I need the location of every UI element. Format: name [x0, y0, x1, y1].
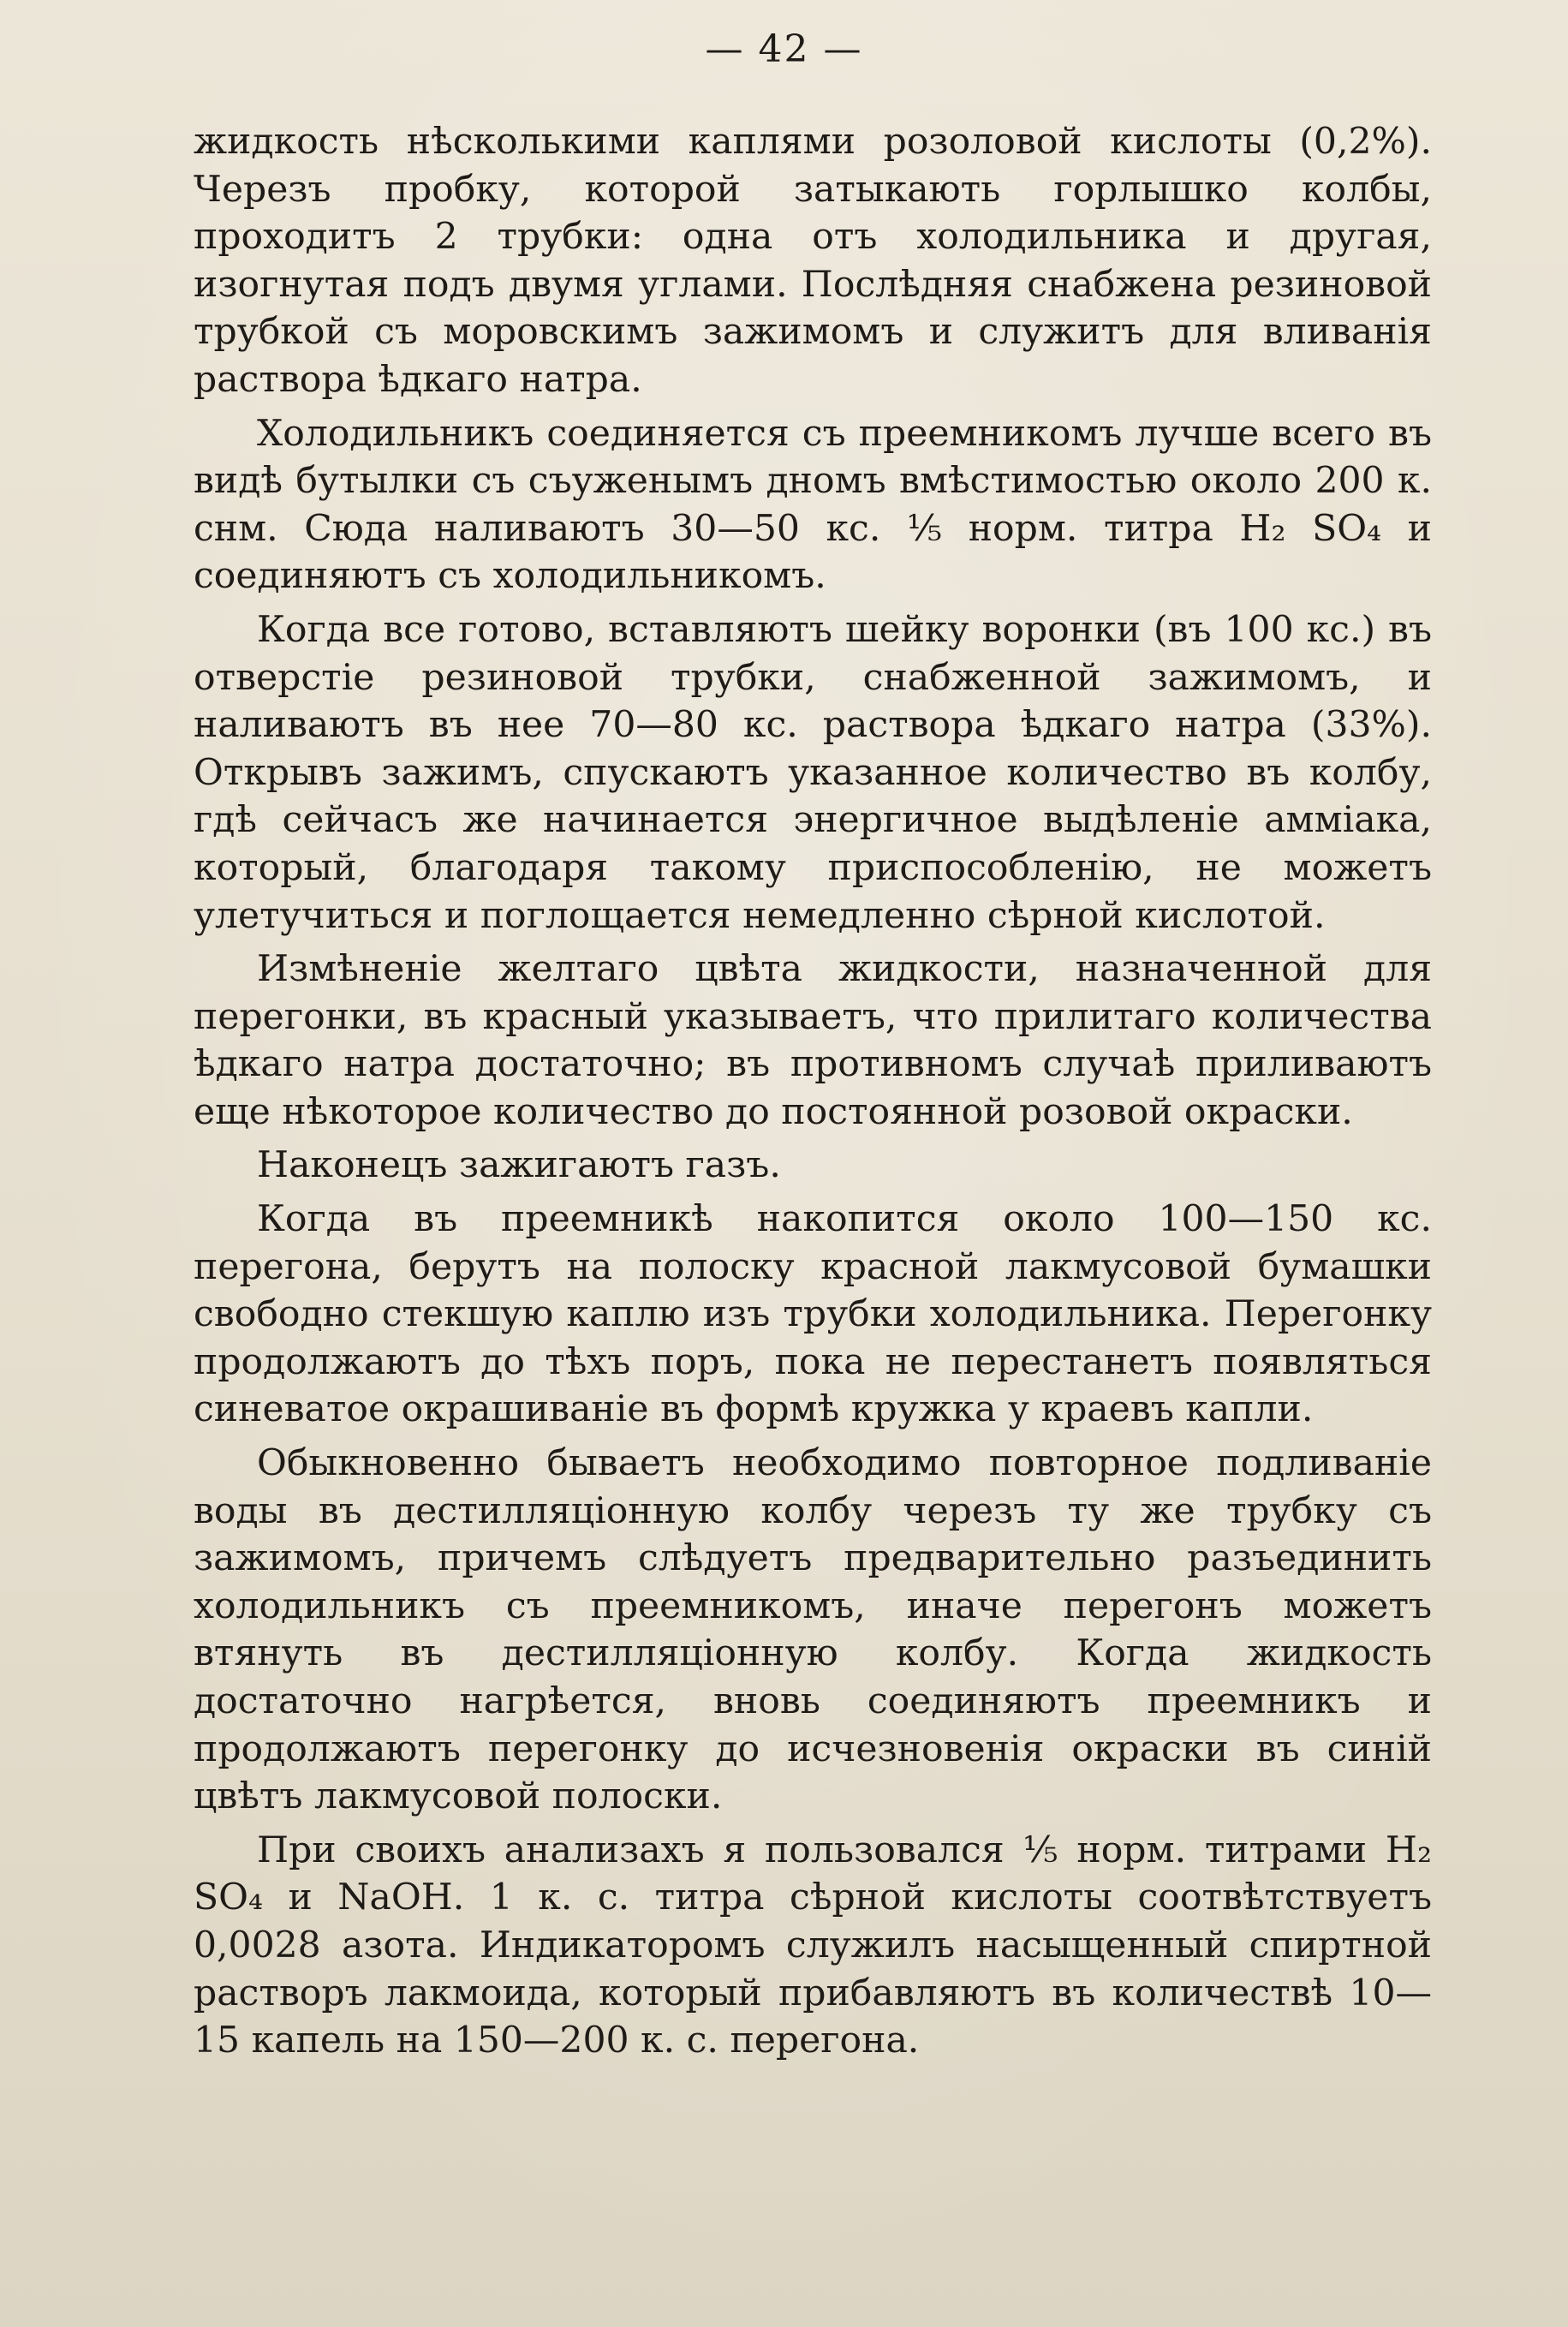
paragraph: Наконецъ зажигаютъ газъ. — [257, 1144, 781, 1187]
paragraph: При своихъ анализахъ я пользовался ⅕ норм. титрами H₂ SO₄ и NaOH. 1 к. с. титра сѣрной кислоты соотвѣтствуетъ 0,0028 азота. Индикаторомъ служилъ насыщенный спиртной растворъ лакмоида, который прибавляютъ въ количествѣ 10—15 капель на 150—200 к. с. перегона. — [194, 1829, 1432, 2062]
page-number: — 42 — — [705, 27, 863, 71]
paragraph: Холодильникъ соединяется съ преемникомъ лучше всего въ видѣ бутылки съ съуженымъ дномъ вмѣстимостью около 200 к. снм. Сюда наливаютъ 30—50 кс. ⅕ норм. титра H₂ SO₄ и соединяютъ съ холодильникомъ. — [194, 412, 1432, 598]
page-body-text — [194, 118, 1432, 2071]
paragraph: Когда въ преемникѣ накопится около 100—150 кс. перегона, берутъ на полоску красной лакмусовой бумашки свободно стекшую каплю изъ трубки холодильника. Перегонку продолжаютъ до тѣхъ поръ, пока не перестанетъ появляться синеватое окрашиваніе въ формѣ кружка у краевъ капли. — [194, 1198, 1432, 1431]
paragraph: жидкость нѣсколькими каплями розоловой кислоты (0,2%). Черезъ пробку, которой затыкають горлышко колбы, проходитъ 2 трубки: одна отъ холодильника и другая, изогнутая подъ двумя углами. Послѣдняя снабжена резиновой трубкой съ моровскимъ зажимомъ и служитъ для вливанія раствора ѣдкаго натра. — [194, 121, 1432, 401]
paragraph: Когда все готово, вставляютъ шейку воронки (въ 100 кс.) въ отверстіе резиновой трубки, снабженной зажимомъ, и наливаютъ въ нее 70—80 кс. раствора ѣдкаго натра (33%). Открывъ зажимъ, спускаютъ указанное количество въ колбу, гдѣ сейчасъ же начинается энергичное выдѣленіе амміака, который, благодаря такому приспособленію, не можетъ улетучиться и поглощается немедленно сѣрной кислотой. — [194, 608, 1432, 937]
paragraph: Измѣненіе желтаго цвѣта жидкости, назначенной для перегонки, въ красный указываетъ, что прилитаго количества ѣдкаго натра достаточно; въ противномъ случаѣ приливаютъ еще нѣкоторое количество до постоянной розовой окраски. — [194, 948, 1432, 1133]
paragraph: Обыкновенно бываетъ необходимо повторное подливаніе воды въ дестилляціонную колбу черезъ ту же трубку съ зажимомъ, причемъ слѣдуетъ предварительно разъединить холодильникъ съ преемникомъ, иначе перегонъ можетъ втянуть въ дестилляціонную колбу. Когда жидкость достаточно нагрѣется, вновь соединяютъ преемникъ и продолжаютъ перегонку до исчезновенія окраски въ синій цвѣтъ лакмусовой полоски. — [194, 1442, 1432, 1818]
